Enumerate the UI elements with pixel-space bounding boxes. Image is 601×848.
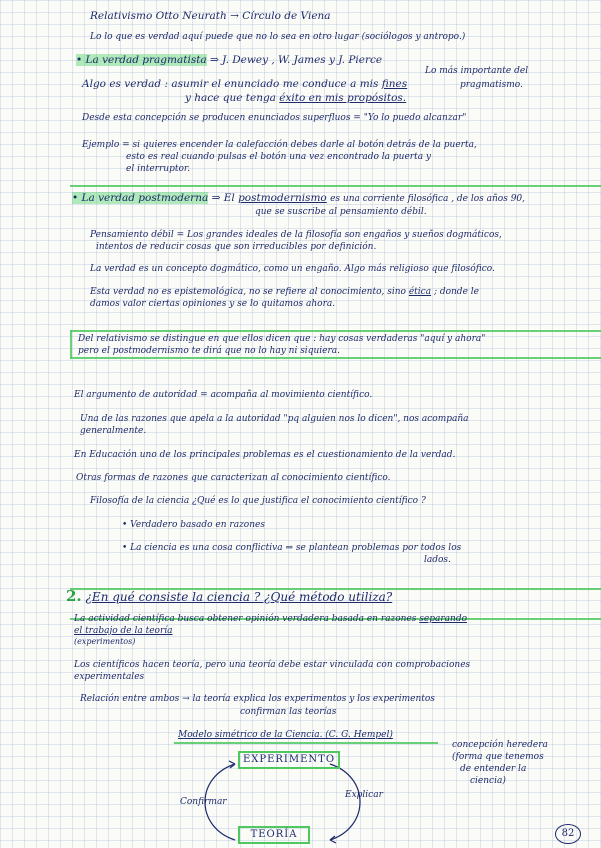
- note-line: confirman las teorías: [240, 707, 337, 717]
- diagram-title: Modelo simétrico de la Ciencia. (C. G. Hempel): [178, 730, 393, 740]
- note-line: Relación entre ambos → la teoría explica los experimentos y los experimentos: [80, 694, 435, 704]
- note-line: intentos de reducir cosas que son irreducibles por definición.: [96, 242, 377, 252]
- note-line: experimentales: [74, 672, 145, 682]
- list-item: lados.: [424, 555, 451, 565]
- note-line: Pensamiento débil = Los grandes ideales de la filosofía son engaños y sueños dogmáticos,: [90, 230, 502, 240]
- section-heading: 2. ¿En qué consiste la ciencia ? ¿Qué método utiliza?: [66, 587, 393, 605]
- note-line: El argumento de autoridad = acompaña al movimiento científico.: [74, 390, 373, 400]
- note-line: generalmente.: [80, 426, 147, 436]
- page-number: 82: [555, 824, 581, 844]
- side-note: Lo más importante del: [425, 66, 529, 76]
- authors: ⇒ J. Dewey , W. James y J. Pierce: [210, 54, 383, 66]
- note-line: En Educación uno de los principales problemas es el cuestionamiento de la verdad.: [74, 450, 456, 460]
- label-confirmar: Confirmar: [180, 797, 227, 807]
- section-rule: [70, 357, 601, 359]
- note-line: damos valor ciertas opiniones y se lo quitamos ahora.: [90, 299, 336, 309]
- note-line: Del relativismo se distingue en que ellos dicen que : hay cosas verdaderas "aquí y ahora": [78, 334, 486, 344]
- label-explicar: Explicar: [345, 790, 383, 800]
- list-item: • Verdadero basado en razones: [122, 520, 265, 530]
- section-rule: [70, 330, 601, 332]
- note-line: Una de las razones que apela a la autoridad "pq alguien nos lo dicen", nos acompaña: [80, 414, 469, 424]
- side-note: pragmatismo.: [460, 80, 523, 90]
- heading-postmodern: • La verdad postmoderna: [72, 192, 209, 204]
- note-line: [76, 54, 382, 66]
- note-line: Ejemplo = si quieres encender la calefacción debes darle al botón detrás de la puerta,: [82, 140, 477, 150]
- heading-pragmatist: • La verdad pragmatista: [76, 54, 207, 66]
- note-line: que se suscribe al pensamiento débil.: [255, 207, 427, 217]
- note-line: y hace que tenga éxito en mis propósitos.: [185, 92, 407, 104]
- note-line: Filosofía de la ciencia ¿Qué es lo que justifica el conocimiento científico ?: [90, 496, 426, 506]
- note-line: Algo es verdad : asumir el enunciado me conduce a mis fines: [82, 78, 408, 90]
- diagram-title-underline: [174, 742, 438, 744]
- box-experimento: EXPERIMENTO: [238, 751, 340, 769]
- note-line: el trabajo de la teoría: [74, 626, 173, 636]
- section-rule: [70, 330, 72, 359]
- side-note: (forma que tenemos: [452, 752, 544, 762]
- side-note: ciencia): [470, 776, 506, 786]
- note-line: Desde esta concepción se producen enunciados superfluos = "Yo lo puedo alcanzar": [82, 113, 467, 123]
- note-line: Relativismo Otto Neurath → Círculo de Viena: [90, 10, 331, 22]
- note-line: esto es real cuando pulsas el botón una vez encontrado la puerta y: [126, 152, 432, 162]
- note-line: pero el postmodernismo te dirá que no lo hay ni siquiera.: [78, 346, 340, 356]
- note-line: (experimentos): [74, 637, 136, 646]
- note-line: el interruptor.: [126, 164, 191, 174]
- list-item: • La ciencia es una cosa conflictiva ⇒ se plantean problemas por todos los: [122, 543, 462, 553]
- note-line: Esta verdad no es epistemológica, no se refiere al conocimiento, sino ética ; donde le: [90, 287, 479, 297]
- side-note: concepción heredera: [452, 740, 548, 750]
- note-line: La verdad es un concepto dogmático, como un engaño. Algo más religioso que filosófico.: [90, 264, 495, 274]
- note-line: Los científicos hacen teoría, pero una teoría debe estar vinculada con comprobaciones: [74, 660, 471, 670]
- section-rule: [70, 185, 601, 187]
- note-line: • La verdad postmoderna ⇒ El postmodernismo es una corriente filosófica , de los años 90,: [72, 192, 526, 204]
- box-teoria: TEORÍA: [238, 826, 310, 844]
- note-line: Otras formas de razones que caracterizan al conocimiento científico.: [76, 473, 391, 483]
- note-line: Lo lo que es verdad aquí puede que no lo sea en otro lugar (sociólogos y antropo.): [90, 32, 466, 42]
- side-note: de entender la: [460, 764, 527, 774]
- note-line: La actividad científica busca obtener opinión verdadera basada en razones separando: [74, 614, 467, 624]
